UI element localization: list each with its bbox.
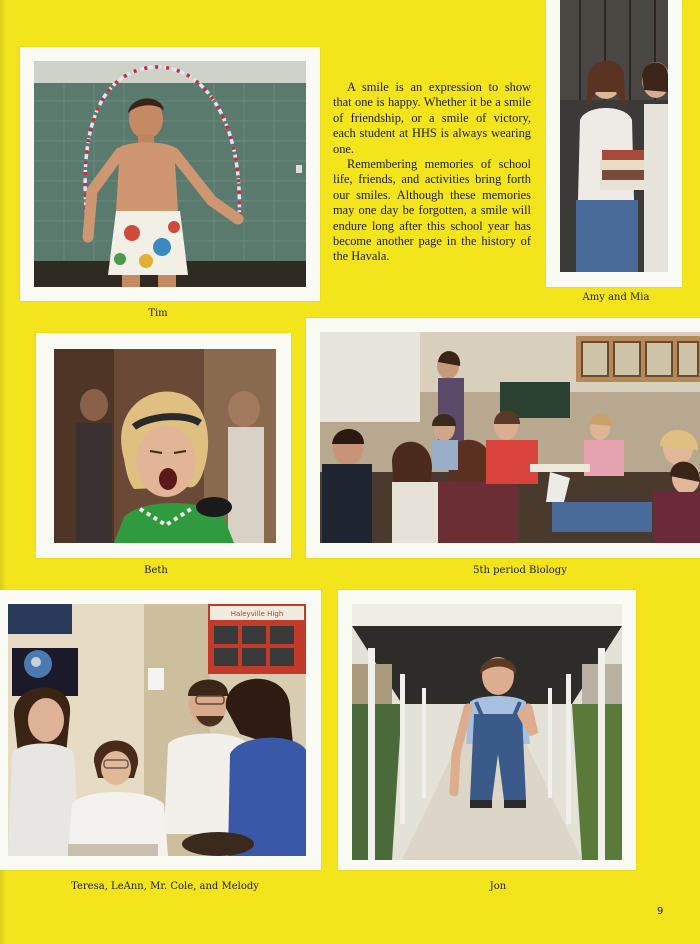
photo-frame-amy-mia [546, 0, 682, 287]
photo-biology [320, 332, 700, 543]
caption-amy-mia: Amy and Mia [582, 292, 650, 303]
page-number: 9 [657, 906, 664, 917]
photo-frame-biology [306, 318, 700, 558]
intro-text [333, 80, 531, 265]
caption-tim: Tim [148, 308, 168, 319]
photo-amy-mia [560, 0, 668, 272]
caption-beth: Beth [144, 565, 168, 576]
caption-teresa-group: Teresa, LeAnn, Mr. Cole, and Melody [71, 881, 259, 892]
photo-frame-tim [20, 47, 320, 301]
intro-paragraph-2: Remembering memories of school life, friends, and activities bring forth our smiles. Although these memories may one day be forgotten, a smile will endure long after this school year has become another page in the history of the Havala. [333, 157, 531, 264]
caption-jon: Jon [489, 881, 507, 892]
photo-frame-teresa [0, 590, 321, 870]
photo-jon [352, 604, 622, 860]
poster-title: Haleyville High [230, 610, 284, 618]
intro-paragraph-1: A smile is an expression to show that one is happy. Whether it be a smile of friendship, or a smile of victory, each student at HHS is always wearing one. [333, 80, 531, 156]
photo-frame-jon [338, 590, 636, 870]
photo-beth [54, 349, 276, 543]
photo-frame-beth [36, 333, 291, 558]
photo-tim [34, 61, 306, 287]
photo-teresa-group [8, 604, 306, 856]
caption-biology: 5th period Biology [473, 565, 567, 576]
